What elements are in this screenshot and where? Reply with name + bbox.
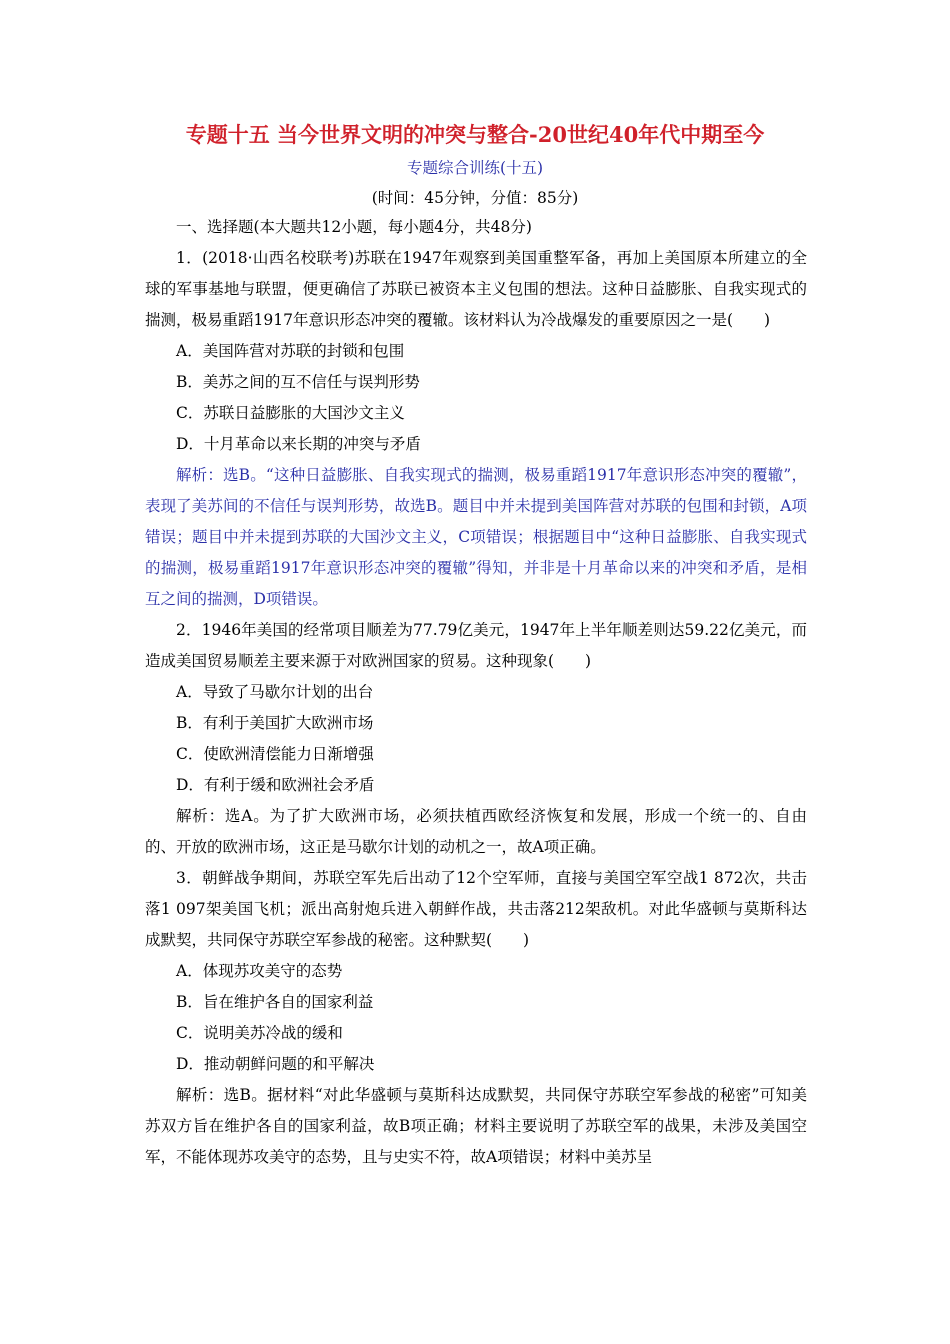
option-a: A．导致了马歇尔计划的出台	[176, 683, 374, 701]
option-b: B．美苏之间的互不信任与误判形势	[176, 373, 420, 391]
option-b: B．有利于美国扩大欧洲市场	[176, 714, 374, 732]
option-d: D．十月革命以来长期的冲突与矛盾	[176, 435, 421, 453]
option-d: D．有利于缓和欧洲社会矛盾	[176, 776, 375, 794]
analysis: 解析：选B。“这种日益膨胀、自我实现式的揣测，极易重蹈1917年意识形态冲突的覆辙”，表现了美苏间的不信任与误判形势，故选B。题目中并未提到美国阵营对苏联的包围和封锁，A项错误；题目中并未提到苏联的大国沙文主义，C项错误；根据题目中“这种日益膨胀、自我实现式的揣测，极易重蹈1917年意识形态冲突的覆辙”得知，并非是十月革命以来的冲突和矛盾，是相互之间的揣测，D项错误。	[145, 466, 807, 608]
question-stem: 1．(2018·山西名校联考)苏联在1947年观察到美国重整军备，再加上美国原本所建立的全球的军事基地与联盟，便更确信了苏联已被资本主义包围的想法。这种日益膨胀、自我实现式的揣测，极易重蹈1917年意识形态冲突的覆辙。该材料认为冷战爆发的重要原因之一是( )	[145, 249, 807, 329]
option-c: C．苏联日益膨胀的大国沙文主义	[176, 404, 405, 422]
section-heading: 一、选择题(本大题共12小题，每小题4分，共48分)	[176, 218, 532, 236]
time-info: (时间：45分钟，分值：85分)	[371, 189, 579, 207]
page-subtitle: 专题综合训练(十五)	[406, 159, 544, 177]
option-a: A．美国阵营对苏联的封锁和包围	[176, 342, 405, 360]
analysis: 解析：选B。据材料“对此华盛顿与莫斯科达成默契，共同保守苏联空军参战的秘密”可知美苏双方旨在维护各自的国家利益，故B项正确；材料主要说明了苏联空军的战果，未涉及美国空军，不能体现苏攻美守的态势，且与史实不符，故A项错误；材料中美苏呈	[145, 1086, 807, 1166]
document-body	[145, 212, 807, 1173]
analysis: 解析：选A。为了扩大欧洲市场，必须扶植西欧经济恢复和发展，形成一个统一的、自由的、开放的欧洲市场，这正是马歇尔计划的动机之一，故A项正确。	[145, 807, 807, 856]
question-stem: 2．1946年美国的经常项目顺差为77.79亿美元，1947年上半年顺差则达59.22亿美元，而造成美国贸易顺差主要来源于对欧洲国家的贸易。这种现象( )	[145, 621, 807, 670]
question-stem: 3．朝鲜战争期间，苏联空军先后出动了12个空军师，直接与美国空军空战1 872次，共击落1 097架美国飞机；派出高射炮兵进入朝鲜作战，共击落212架敌机。对此华盛顿与莫斯科达成默契，共同保守苏联空军参战的秘密。这种默契( )	[145, 869, 807, 949]
option-c: C．使欧洲清偿能力日渐增强	[176, 745, 374, 763]
option-b: B．旨在维护各自的国家利益	[176, 993, 374, 1011]
option-d: D．推动朝鲜问题的和平解决	[176, 1055, 375, 1073]
page-title: 专题十五 当今世界文明的冲突与整合-20世纪40年代中期至今	[185, 122, 765, 147]
option-c: C．说明美苏冷战的缓和	[176, 1024, 343, 1042]
option-a: A．体现苏攻美守的态势	[176, 962, 343, 980]
